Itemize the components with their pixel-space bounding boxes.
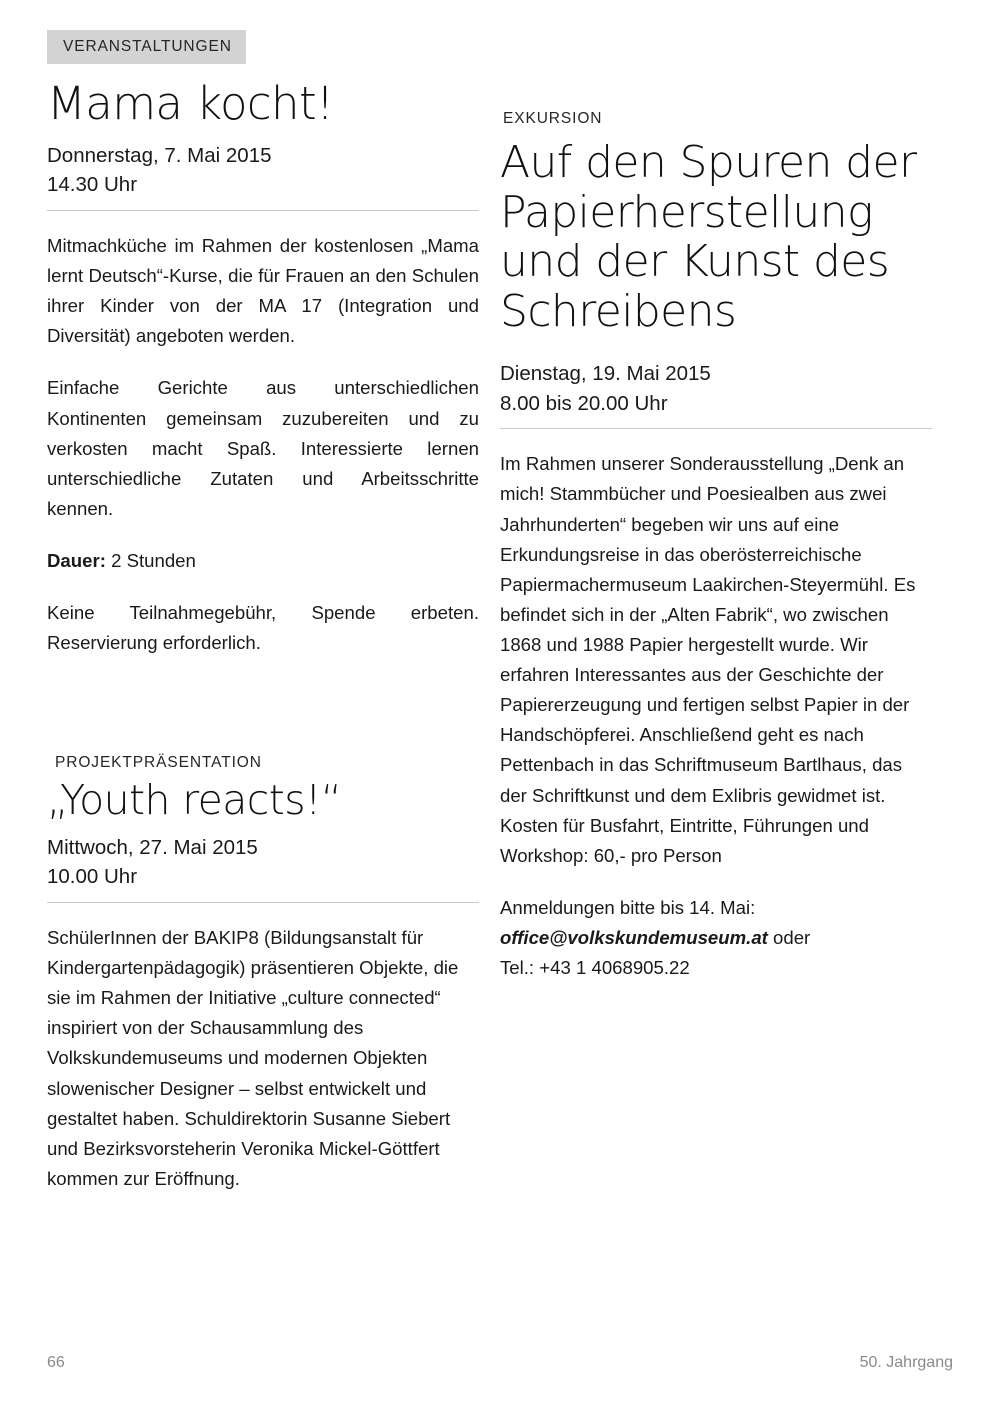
event-kicker: EXKURSION [503, 110, 603, 127]
event-mama-kocht [47, 77, 479, 658]
spacer [47, 680, 479, 754]
section-tag: VERANSTALTUNGEN [47, 30, 246, 64]
divider [47, 210, 479, 211]
event-youth-reacts [47, 754, 479, 1194]
event-paragraph: Im Rahmen unserer Sonderausstellung „Denk an mich! Stammbücher und Poesiealben aus zwei Jahrhunderten“ begeben wir uns auf eine Erkundungsreise in das oberösterreichische Papiermachermuseum Laakirchen-Steyermühl. Es befindet sich in der „Alten Fabrik“, wo zwischen 1868 und 1988 Papier hergestellt wurde. Wir erfahren Interessantes aus der Geschichte der Papiererzeugung und fertigen selbst Papier in der Handschöpferei. Anschließend geht es nach Pettenbach in das Schriftmuseum Bartlhaus, das der Schriftkunst und dem Exlibris gewidmet ist. Kosten für Busfahrt, Eintritte, Führungen und Workshop: 60,- pro Person [500, 453, 916, 866]
divider [500, 428, 932, 429]
event-duration [47, 546, 479, 576]
page-number: 66 [47, 1354, 65, 1371]
left-column [47, 30, 479, 1216]
event-title: Auf den Spuren der Papierherstellung und der Kunst des Schreibens [500, 137, 917, 338]
event-title: Mama kocht! [47, 77, 334, 130]
event-datetime [500, 359, 932, 418]
registration-email-suffix: oder [767, 926, 811, 948]
registration-email[interactable]: office@volkskundemuseum.at [500, 926, 768, 948]
registration-intro: Anmeldungen bitte bis 14. Mai: [500, 896, 756, 918]
registration-block [500, 893, 932, 983]
volume-label: 50. Jahrgang [859, 1354, 953, 1371]
event-kicker: PROJEKTPRÄSENTATION [55, 754, 262, 772]
duration-value: 2 Stunden [105, 550, 196, 572]
event-papierherstellung [500, 110, 932, 983]
event-note: Keine Teilnahmegebühr, Spende erbeten. Reservierung erforderlich. [47, 602, 479, 654]
event-paragraph: SchülerInnen der BAKIP8 (Bildungsanstalt für Kindergartenpädagogik) präsentieren Objekte, die sie im Rahmen der Initiative „culture connected“ inspiriert von der Schausammlung des Volkskundemuseums und modernen Objekten slowenischer Designer – selbst entwickelt und gestaltet haben. Schuldirektorin Susanne Siebert und Bezirksvorsteherin Veronika Mickel-Göttfert kommen zur Eröffnung. [47, 927, 459, 1189]
event-date: Dienstag, 19. Mai 2015 [500, 361, 711, 385]
event-time: 10.00 Uhr [47, 865, 138, 889]
event-datetime [47, 141, 479, 200]
event-title: „Youth reacts!“ [47, 776, 342, 825]
right-column [500, 110, 932, 1005]
divider [47, 902, 479, 903]
page-footer [47, 1354, 953, 1376]
event-datetime [47, 833, 479, 892]
event-time: 14.30 Uhr [47, 173, 138, 197]
registration-phone: Tel.: +43 1 4068905.22 [500, 957, 690, 979]
event-date: Mittwoch, 27. Mai 2015 [47, 835, 258, 859]
duration-label: Dauer: [47, 550, 106, 572]
event-time: 8.00 bis 20.00 Uhr [500, 391, 668, 415]
event-date: Donnerstag, 7. Mai 2015 [47, 143, 272, 167]
event-paragraph: Mitmachküche im Rahmen der kostenlosen „Mama lernt Deutsch“-Kurse, die für Frauen an den Schulen ihrer Kinder von der MA 17 (Integration und Diversität) angeboten werden. [47, 235, 479, 347]
event-paragraph: Einfache Gerichte aus unterschiedlichen Kontinenten gemeinsam zuzubereiten und zu verkosten macht Spaß. Interessierte lernen unterschiedliche Zutaten und Arbeitsschritte kennen. [47, 377, 479, 519]
